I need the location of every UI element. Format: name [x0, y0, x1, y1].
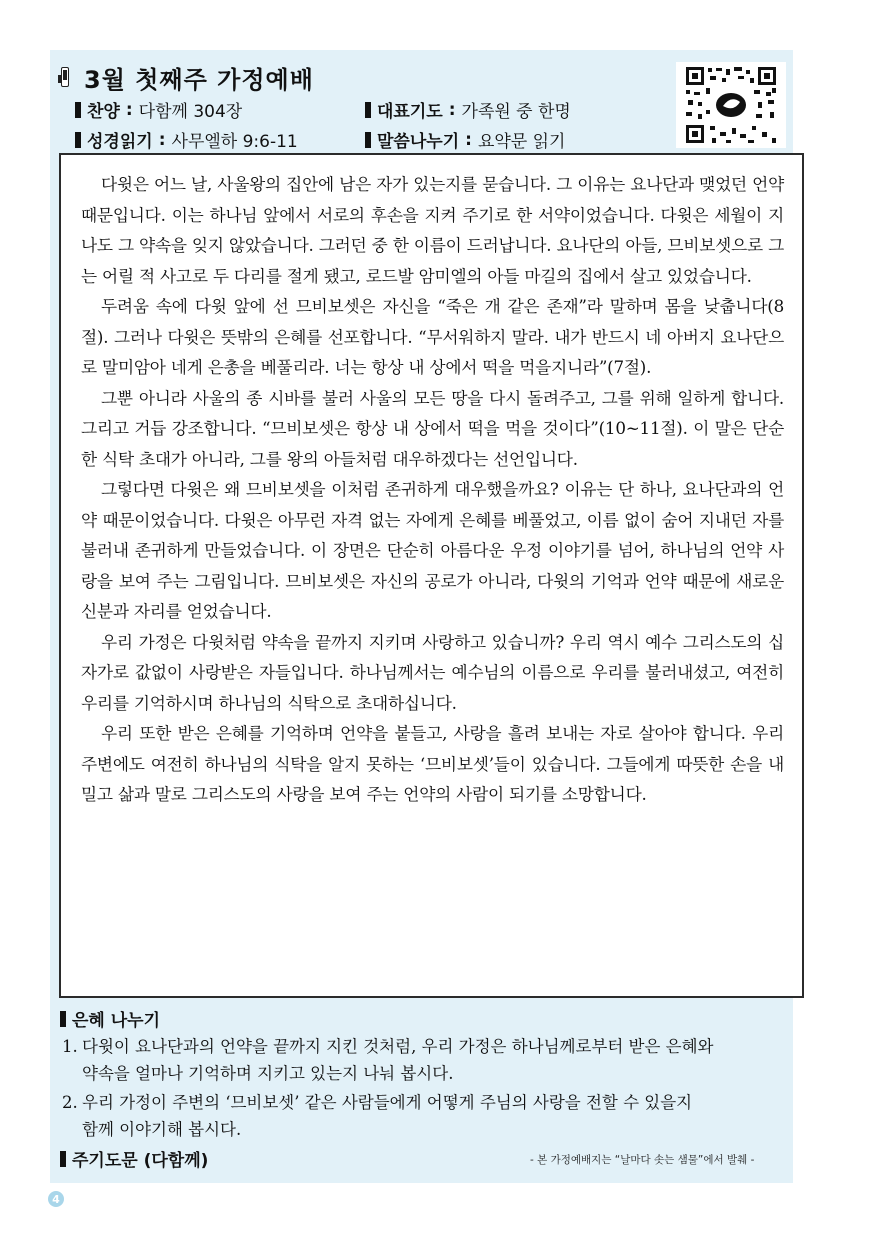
- bullet-icon: [365, 102, 371, 118]
- paragraph: 다윗은 어느 날, 사울왕의 집안에 남은 자가 있는지를 묻습니다. 그 이유는 요나단과 맺었던 언약 때문입니다. 이는 하나님 앞에서 서로의 후손을 지켜 주기로 한 서약이었습니다. 다윗은 세월이 지나도 그 약속을 잊지 않았습니다. 그러던 중 한 이름이 드러납니다. 요나단의 아들, 므비보셋으로 그는 어릴 적 사고로 두 다리를 절게 됐고, 로드발 암미엘의 아들 마길의 집에서 살고 있었습니다.: [81, 174, 784, 286]
- question-item: [62, 1033, 790, 1087]
- scripture-value: 사무엘하 9:6-11: [171, 132, 298, 152]
- qr-code-icon: [676, 62, 786, 148]
- sharing-info: 말씀나누기 : 요약문 읽기: [365, 127, 565, 152]
- bullet-icon: [60, 1011, 66, 1027]
- bullet-icon: [365, 132, 371, 148]
- closing-title: 주기도문 (다함께): [60, 1146, 208, 1171]
- hymn-value: 다함께 304장: [138, 102, 243, 122]
- scripture-label: 성경읽기: [87, 132, 153, 152]
- prayer-label: 대표기도: [377, 102, 443, 122]
- source-note: - 본 가정예배지는 “날마다 솟는 샘물”에서 발췌 -: [530, 1154, 755, 1166]
- page-number: 4: [48, 1191, 64, 1207]
- sharing-section-title: 은혜 나누기: [60, 1006, 160, 1031]
- bullet-icon: [60, 1151, 66, 1167]
- paragraph: 그뿐 아니라 사울의 종 시바를 불러 사울의 모든 땅을 다시 돌려주고, 그를 위해 일하게 합니다. 그리고 거듭 강조합니다. “므비보셋은 항상 내 상에서 떡을 먹을 것이다”(10~11절). 이 말은 단순한 식탁 초대가 아니라, 그를 왕의 아들처럼 대우하겠다는 선언입니다.: [81, 387, 784, 469]
- sharing-label: 말씀나누기: [377, 132, 460, 152]
- question-text-cont: 약속을 얼마나 기억하며 지키고 있는지 나눠 봅시다.: [82, 1064, 454, 1083]
- page-title: 3월 첫째주 가정예배: [84, 65, 314, 94]
- paragraph: 우리 가정은 다윗처럼 약속을 끝까지 지키며 사랑하고 있습니까? 우리 역시 예수 그리스도의 십자가로 값없이 사랑받은 자들입니다. 하나님께서는 예수님의 이름으로 우리를 불러내셨고, 여전히 우리를 기억하시며 하나님의 식탁으로 초대하십니다.: [81, 631, 784, 713]
- header: [58, 60, 314, 94]
- question-text: 우리 가정이 주변의 ‘므비보셋’ 같은 사람들에게 어떻게 주님의 사랑을 전할 수 있을지: [82, 1093, 693, 1112]
- hymn-label: 찬양: [87, 102, 120, 122]
- sermon-text-box: [59, 153, 804, 998]
- question-text-cont: 함께 이야기해 봅시다.: [82, 1120, 242, 1139]
- bullet-icon: [75, 132, 81, 148]
- question-item: [62, 1089, 790, 1143]
- question-number: 1.: [62, 1037, 78, 1056]
- scripture-info: 성경읽기 : 사무엘하 9:6-11: [75, 127, 298, 152]
- prayer-info: 대표기도 : 가족원 중 한명: [365, 97, 571, 122]
- qr-code[interactable]: [676, 62, 786, 148]
- paragraph: 두려움 속에 다윗 앞에 선 므비보셋은 자신을 “죽은 개 같은 존재”라 말하며 몸을 낮춥니다(8절). 그러나 다윗은 뜻밖의 은혜를 선포합니다. “무서워하지 말라. 내가 반드시 네 아버지 요나단으로 말미암아 네게 은총을 베풀리라. 너는 항상 내 상에서 떡을 먹을지니라”(7절).: [81, 296, 784, 377]
- paragraph: 그렇다면 다윗은 왜 므비보셋을 이처럼 존귀하게 대우했을까요? 이유는 단 하나, 요나단과의 언약 때문이었습니다. 다윗은 아무런 자격 없는 자에게 은혜를 베풀었고, 이름 없이 숨어 지내던 자를 불러내 존귀하게 만들었습니다. 이 장면은 단순히 아름다운 우정 이야기를 넘어, 하나님의 언약 사랑을 보여 주는 그림입니다. 므비보셋은 자신의 공로가 아니라, 다윗의 기억과 언약 때문에 새로운 신분과 자리를 얻었습니다.: [81, 479, 784, 621]
- question-text: 다윗이 요나단과의 언약을 끝까지 지킨 것처럼, 우리 가정은 하나님께로부터 받은 은혜와: [82, 1037, 714, 1056]
- prayer-value: 가족원 중 한명: [461, 102, 571, 122]
- phone-icon: [58, 67, 72, 87]
- paragraph: 우리 또한 받은 은혜를 기억하며 언약을 붙들고, 사랑을 흘려 보내는 자로 살아야 합니다. 우리 주변에도 여전히 하나님의 식탁을 알지 못하는 ‘므비보셋’들이 있습니다. 그들에게 따뜻한 손을 내밀고 삶과 말로 그리스도의 사랑을 보여 주는 언약의 사람이 되기를 소망합니다.: [81, 723, 784, 804]
- hymn-info: 찬양 : 다함께 304장: [75, 97, 242, 122]
- sharing-value: 요약문 읽기: [477, 132, 566, 152]
- bullet-icon: [75, 102, 81, 118]
- question-number: 2.: [62, 1093, 78, 1112]
